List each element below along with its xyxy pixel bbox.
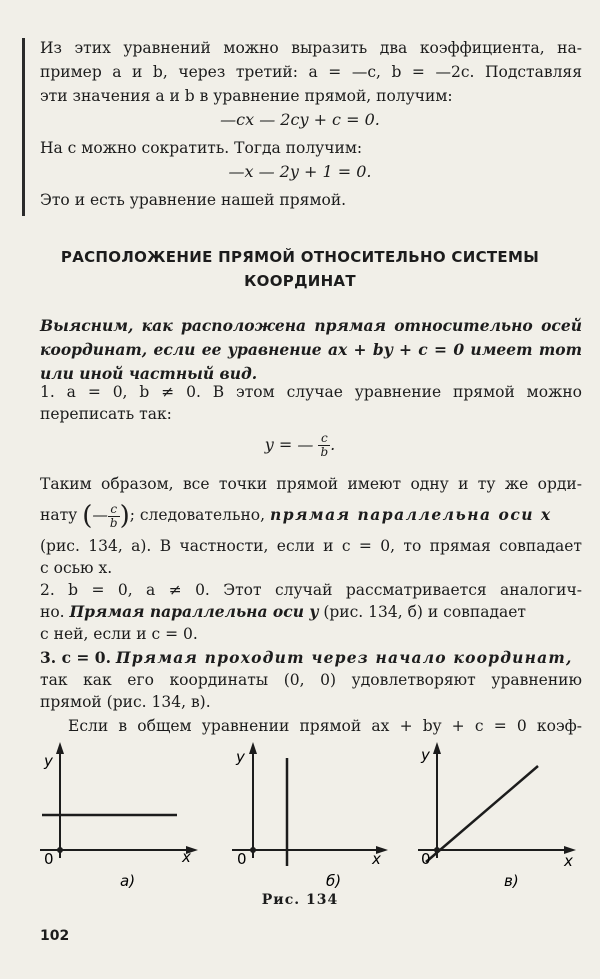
section-heading-line-2: КООРДИНАТ: [244, 272, 356, 290]
panel-c-x-label: x: [564, 852, 573, 870]
figure-panel-c: [418, 742, 576, 890]
sidebar-line-4: На c можно сократить. Тогда получим:: [40, 139, 363, 157]
paren-open: (: [82, 501, 93, 531]
panel-c-label: в): [504, 872, 519, 890]
case2-line-3: с ней, если и c = 0.: [40, 625, 198, 643]
case1-formula-fraction: [318, 432, 330, 459]
case2-line-2-end: (рис. 134, б) и совпадает: [323, 603, 526, 621]
panel-a-y-arrow: [56, 742, 64, 754]
panel-a-origin-label: 0: [44, 850, 54, 868]
paren-close: ): [119, 501, 130, 531]
panel-b-label: б): [326, 872, 342, 890]
case1-line-5: (рис. 134, а). В частности, если и c = 0, то прямая совпадает: [40, 537, 582, 555]
case3-line-3: прямой (рис. 134, в).: [40, 693, 211, 711]
case2-line-1: 2. b = 0, a ≠ 0. Этот случай рассматривается аналогич-: [40, 581, 582, 599]
panel-a-x-label: x: [182, 848, 191, 866]
fraction-denominator: b: [320, 445, 329, 459]
case1-line-4-middle: ; следовательно,: [129, 506, 266, 524]
case3-line-2: так как его координаты (0, 0) удовлетворяют уравнению: [40, 671, 582, 689]
panel-b-origin-label: 0: [237, 850, 247, 868]
case1-line-3: Таким образом, все точки прямой имеют одну и ту же орди-: [40, 475, 582, 493]
figure-panel-a: [40, 742, 198, 890]
case1-line-2: переписать так:: [40, 405, 172, 423]
case3-line-1: [40, 648, 582, 668]
section-heading-line-1: РАСПОЛОЖЕНИЕ ПРЯМОЙ ОТНОСИТЕЛЬНО СИСТЕМЫ: [60, 248, 540, 266]
panel-b-origin-dot: [250, 847, 256, 853]
sidebar-formula-2: —x — 2y + 1 = 0.: [228, 162, 372, 181]
sidebar-line-3: эти значения a и b в уравнение прямой, получим:: [40, 87, 453, 105]
panel-b-x-label: x: [372, 850, 381, 868]
case1-formula: [0, 432, 600, 459]
case1-line-1: 1. a = 0, b ≠ 0. В этом случае уравнение прямой можно: [40, 383, 582, 401]
intro-line-1: Выясним, как расположена прямая относительно осей: [40, 316, 582, 335]
inline-fraction-denominator: b: [109, 515, 118, 530]
case2-line-2-emphasis: Прямая параллельна оси y: [69, 602, 319, 621]
panel-c-origin-label: 0: [421, 850, 431, 868]
case2-line-2: [40, 602, 582, 622]
page-number: 102: [40, 928, 70, 944]
panel-b-y-label: y: [236, 748, 245, 766]
case2-line-2-start: но.: [40, 603, 65, 621]
case1-inline-fraction: [108, 503, 120, 530]
case3-line-1-start: 3. c = 0.: [40, 648, 111, 667]
sidebar-line-2: пример a и b, через третий: a = —c, b = —2c. Подставляя: [40, 63, 582, 81]
panel-c-y-label: y: [421, 746, 430, 764]
intro-line-3: или иной частный вид.: [40, 364, 258, 383]
case3-line-1-emphasis: Прямая проходит через начало координат,: [115, 648, 573, 667]
panel-a-y-label: y: [44, 752, 53, 770]
figure-panel-b: [232, 742, 388, 890]
case1-line-4: [40, 500, 582, 530]
panel-a-origin-dot: [57, 847, 63, 853]
case1-line-6: с осью x.: [40, 559, 113, 577]
sidebar-line-5: Это и есть уравнение нашей прямой.: [40, 191, 347, 209]
intro-line-2: координат, если ее уравнение ax + by + c = 0 имеет тот: [40, 340, 582, 359]
paren-minus: —: [92, 506, 108, 524]
sidebar-formula-1: —cx — 2cy + c = 0.: [220, 110, 380, 129]
case1-formula-lhs: y = —: [264, 435, 314, 454]
sidebar-line-1: Из этих уравнений можно выразить два коэффициента, на-: [40, 39, 582, 57]
case1-line-4-start: нату: [40, 506, 78, 524]
figure-134: [0, 738, 600, 890]
inline-fraction-numerator: c: [108, 503, 120, 517]
case1-formula-end: .: [330, 435, 336, 454]
panel-c-line: [426, 766, 538, 862]
last-line: Если в общем уравнении прямой ax + by + c = 0 коэф-: [68, 717, 582, 735]
panel-a-label: а): [120, 872, 136, 890]
fraction-numerator: c: [318, 432, 330, 446]
panel-c-y-arrow: [433, 742, 441, 754]
figure-caption: Рис. 134: [261, 892, 339, 908]
panel-b-y-arrow: [249, 742, 257, 754]
case1-line-4-emphasis: прямая параллельна оси x: [269, 505, 552, 524]
panel-c-origin-dot: [434, 847, 440, 853]
